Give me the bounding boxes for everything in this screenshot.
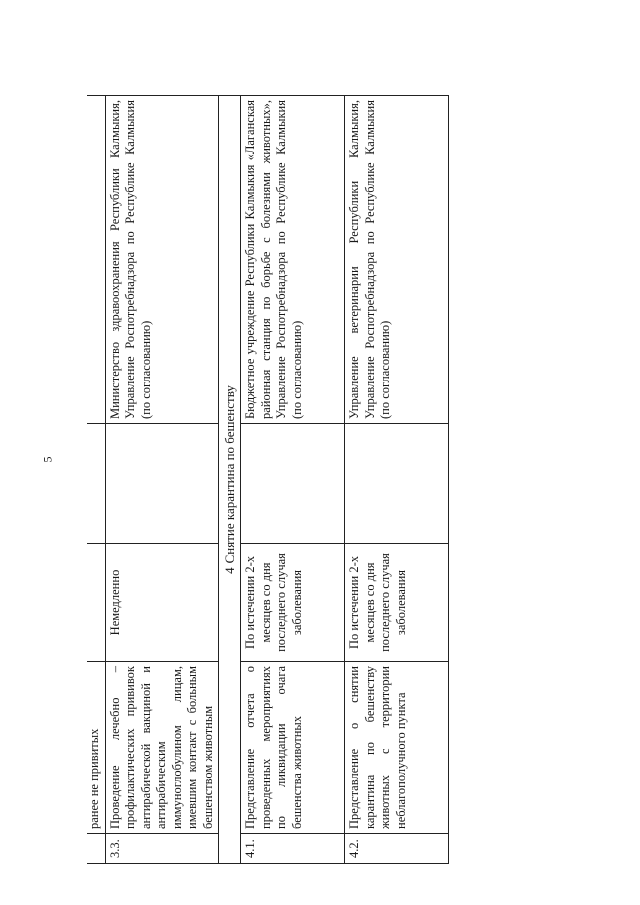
measure-cell: Представление о снятии карантина по бешенству животных с территории неблагополучного пункта: [345, 662, 449, 834]
row-number: 3.3.: [105, 834, 219, 864]
term-cell: Немедленно: [105, 544, 219, 662]
cell-empty: [87, 544, 105, 662]
section-title: Снятие карантина по бешенству: [221, 385, 237, 564]
cell-empty: [345, 424, 449, 544]
executor-cell: Бюджетное учреждение Республики Калмыкия «Лаганская районная станция по борьбе с болезнями животных», Управление Роспотребнадзора по Республике Калмыкия (по согласованию): [241, 96, 345, 424]
measures-table: [87, 95, 449, 864]
section-heading: [219, 96, 241, 864]
cell-empty: [87, 96, 105, 424]
term-cell: По истечении 2-х месяцев со дня последнего случая заболевания: [345, 544, 449, 662]
table-row: [345, 96, 449, 864]
measure-cell: Представление отчета о проведенных мероприятиях по ликвидации очага бешенства животных: [241, 662, 345, 834]
cell-empty: [87, 834, 105, 864]
cell-empty: [241, 424, 345, 544]
measure-cell: Проведение лечебно – профилактических прививок антирабической вакциной и антирабическим иммуноглобулином лицам, имевшим контакт с больным бешенством животным: [105, 662, 219, 834]
cell-empty: [105, 424, 219, 544]
page-number: 5: [40, 456, 55, 463]
row-number: 4.2.: [345, 834, 449, 864]
table-row: [87, 96, 105, 864]
executor-cell: Управление ветеринарии Республики Калмыкия, Управление Роспотребнадзора по Республике Калмыкия (по согласованию): [345, 96, 449, 424]
section-row: [219, 96, 241, 864]
term-cell: По истечении 2-х месяцев со дня последнего случая заболевания: [241, 544, 345, 662]
executor-cell: Министерство здравоохранения Республики Калмыкия, Управление Роспотребнадзора по Республике Калмыкия (по согласованию): [105, 96, 219, 424]
table-row: [241, 96, 345, 864]
section-number: 4: [221, 567, 237, 574]
row-number: 4.1.: [241, 834, 345, 864]
table-row: [105, 96, 219, 864]
rotated-table-container: [87, 96, 449, 864]
cell-empty: [87, 424, 105, 544]
continuation-text: ранее не привитых: [87, 662, 105, 834]
